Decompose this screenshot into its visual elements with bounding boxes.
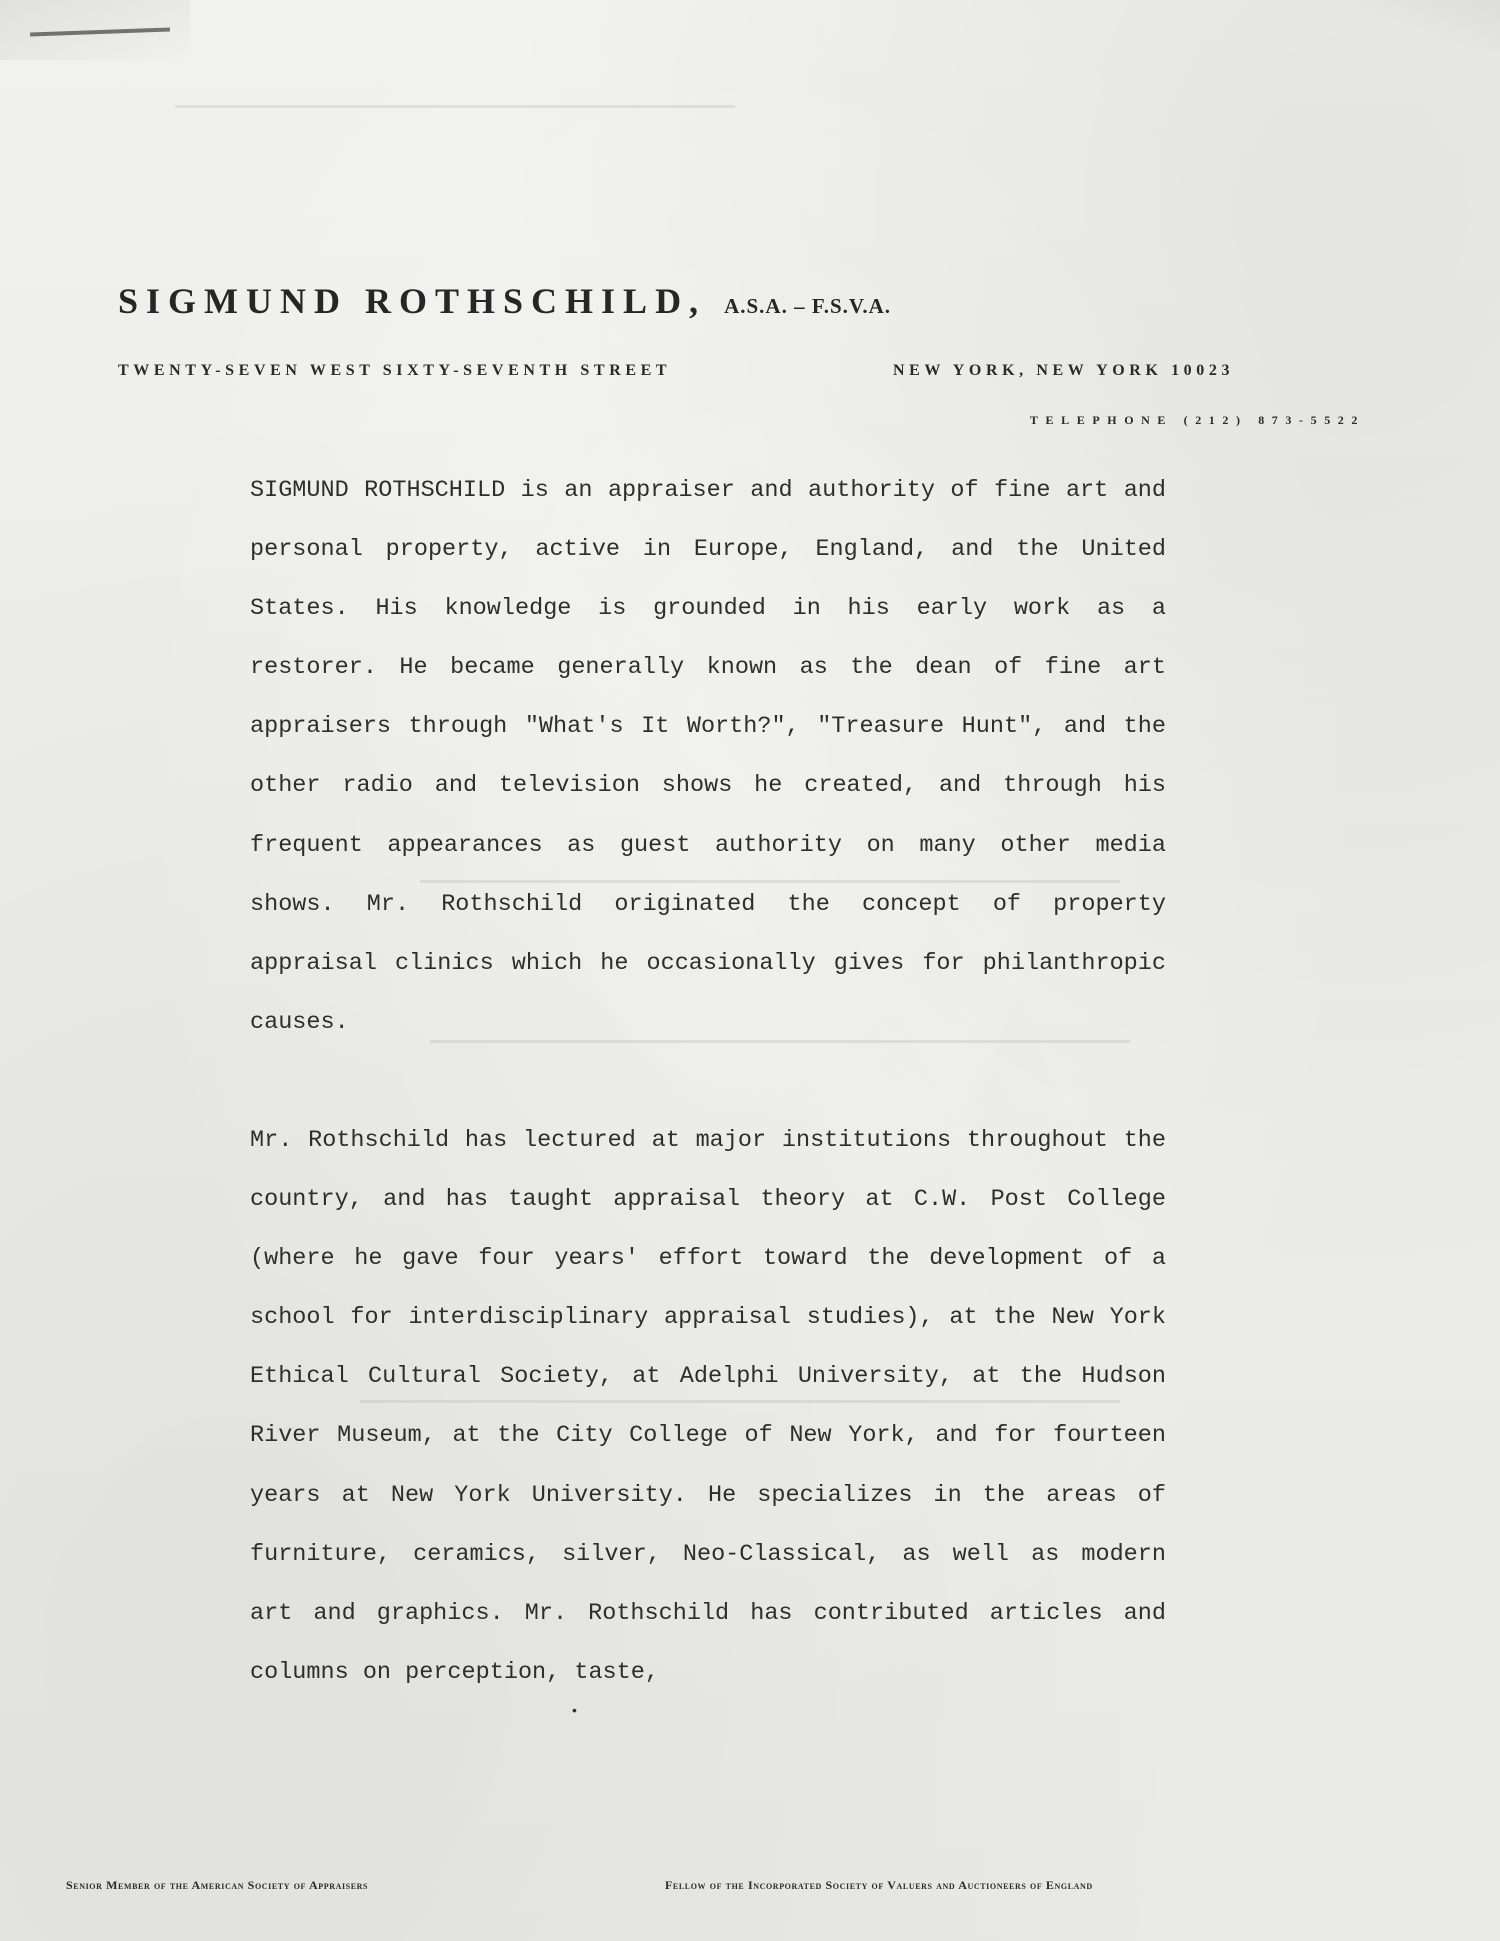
letterhead-name [118, 280, 891, 322]
footer-fellowship: Fellow of the Incorporated Society of Valuers and Auctioneers of England [665, 1878, 1093, 1892]
document-body [250, 461, 1166, 1702]
body-paragraph-2: Mr. Rothschild has lectured at major institutions throughout the country, and has taught appraisal theory at C.W. Post College (where he gave four years' effort toward the development of a school for interdisciplinary appraisal studies), at the New York Ethical Cultural Society, at Adelphi University, at the Hudson River Museum, at the City College of New York, and for fourteen years at New York University. He specializes in the areas of furniture, ceramics, silver, Neo-Classical, as well as modern art and graphics. Mr. Rothschild has contributed articles and columns on perception, taste, [250, 1126, 1166, 1686]
letterhead-name-text: SIGMUND ROTHSCHILD, [118, 281, 707, 321]
letterhead-street: TWENTY-SEVEN WEST SIXTY-SEVENTH STREET [118, 362, 672, 379]
stray-ink-mark: • [572, 1702, 577, 1718]
footer-membership: Senior Member of the American Society of Appraisers [66, 1878, 369, 1892]
letterhead-address [118, 362, 1234, 380]
letterhead-credentials: A.S.A. – F.S.V.A. [724, 294, 892, 318]
letterhead-telephone: TELEPHONE (212) 873-5522 [1029, 413, 1365, 427]
bleed-through-line [175, 105, 735, 108]
letterhead-city: NEW YORK, NEW YORK 10023 [893, 362, 1235, 379]
body-paragraph-1: SIGMUND ROTHSCHILD is an appraiser and authority of fine art and personal property, active in Europe, England, and the United States. His knowledge is grounded in his early work as a restorer. He became generally known as the dean of fine art appraisers through "What's It Worth?", "Treasure Hunt", and the other radio and television shows he created, and through his frequent appearances as guest authority on many other media shows. Mr. Rothschild originated the concept of property appraisal clinics which he occasionally gives for philanthropic causes. [250, 477, 1166, 1036]
paper-corner-shadow-right [1360, 0, 1500, 50]
